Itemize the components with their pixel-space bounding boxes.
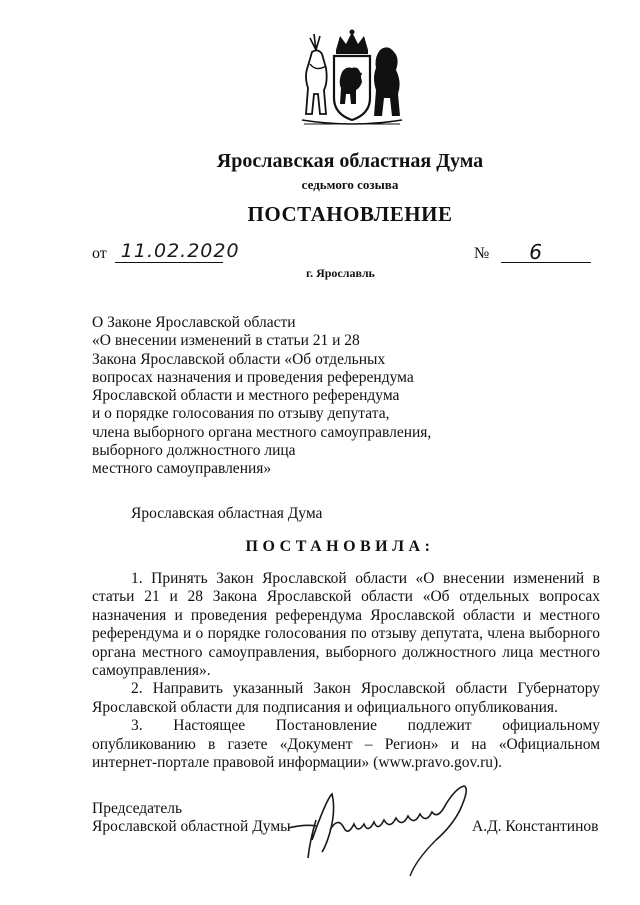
signatory-title xyxy=(92,800,291,837)
subject-block xyxy=(92,314,452,479)
signatory-name: А.Д. Константинов xyxy=(472,818,599,835)
resolution-body xyxy=(92,570,600,772)
document-type-title: ПОСТАНОВЛЕНИЕ xyxy=(247,202,453,226)
date-row xyxy=(92,240,240,263)
paragraph-2: 2. Направить указанный Закон Ярославской области Губернатору Ярославской области для подписания и официального опубликования. xyxy=(92,680,600,716)
handwritten-signature-icon xyxy=(286,780,486,880)
handwritten-date: 11.02.2020 xyxy=(120,240,240,262)
subject-line: выборного должностного лица xyxy=(92,442,296,460)
subject-line: Ярославской области и местного референдума xyxy=(92,387,400,405)
convocation-label: седьмого созыва xyxy=(301,177,399,192)
date-field xyxy=(115,240,240,263)
resolved-heading: ПОСТАНОВИЛА: xyxy=(245,538,435,555)
subject-line: О Законе Ярославской области xyxy=(92,314,296,331)
number-field xyxy=(501,240,591,264)
subject-line: члена выборного органа местного самоуправления, xyxy=(92,423,432,441)
paragraph-1: 1. Принять Закон Ярославской области «О внесении изменений в статьи 21 и 28 Закона Ярославской области «Об отдельных вопросах назначения и проведения референдума Ярославской области и местного референдума и о порядке голосования по отзыву депутата, члена выборного органа местного самоуправления, выборного должностного лица местного самоуправления». xyxy=(92,570,600,680)
intro-text: Ярославская областная Дума xyxy=(131,505,323,522)
paragraph-3: 3. Настоящее Постановление подлежит официальному опубликованию в газете «Документ – Регион» и на «Официальном интернет-портале правовой информации» (www.pravo.gov.ru). xyxy=(92,717,600,772)
subject-line: и о порядке голосования по отзыву депутата, xyxy=(92,405,390,423)
subject-line: Закона Ярославской области «Об отдельных xyxy=(92,350,386,368)
number-prefix: № xyxy=(474,245,490,262)
handwritten-number: 6 xyxy=(529,240,542,264)
date-prefix: от xyxy=(92,245,107,262)
coat-of-arms-icon xyxy=(296,28,408,130)
subject-line: местного самоуправления» xyxy=(92,460,272,478)
organization-name: Ярославская областная Дума xyxy=(216,150,484,172)
number-row xyxy=(474,240,591,264)
city-label: г. Ярославль xyxy=(306,266,375,280)
subject-line: вопросах назначения и проведения референдума xyxy=(92,368,414,386)
signatory-title-line-2: Ярославской областной Думы xyxy=(92,818,291,836)
signatory-title-line-1: Председатель xyxy=(92,800,183,817)
subject-line: «О внесении изменений в статьи 21 и 28 xyxy=(92,332,360,350)
